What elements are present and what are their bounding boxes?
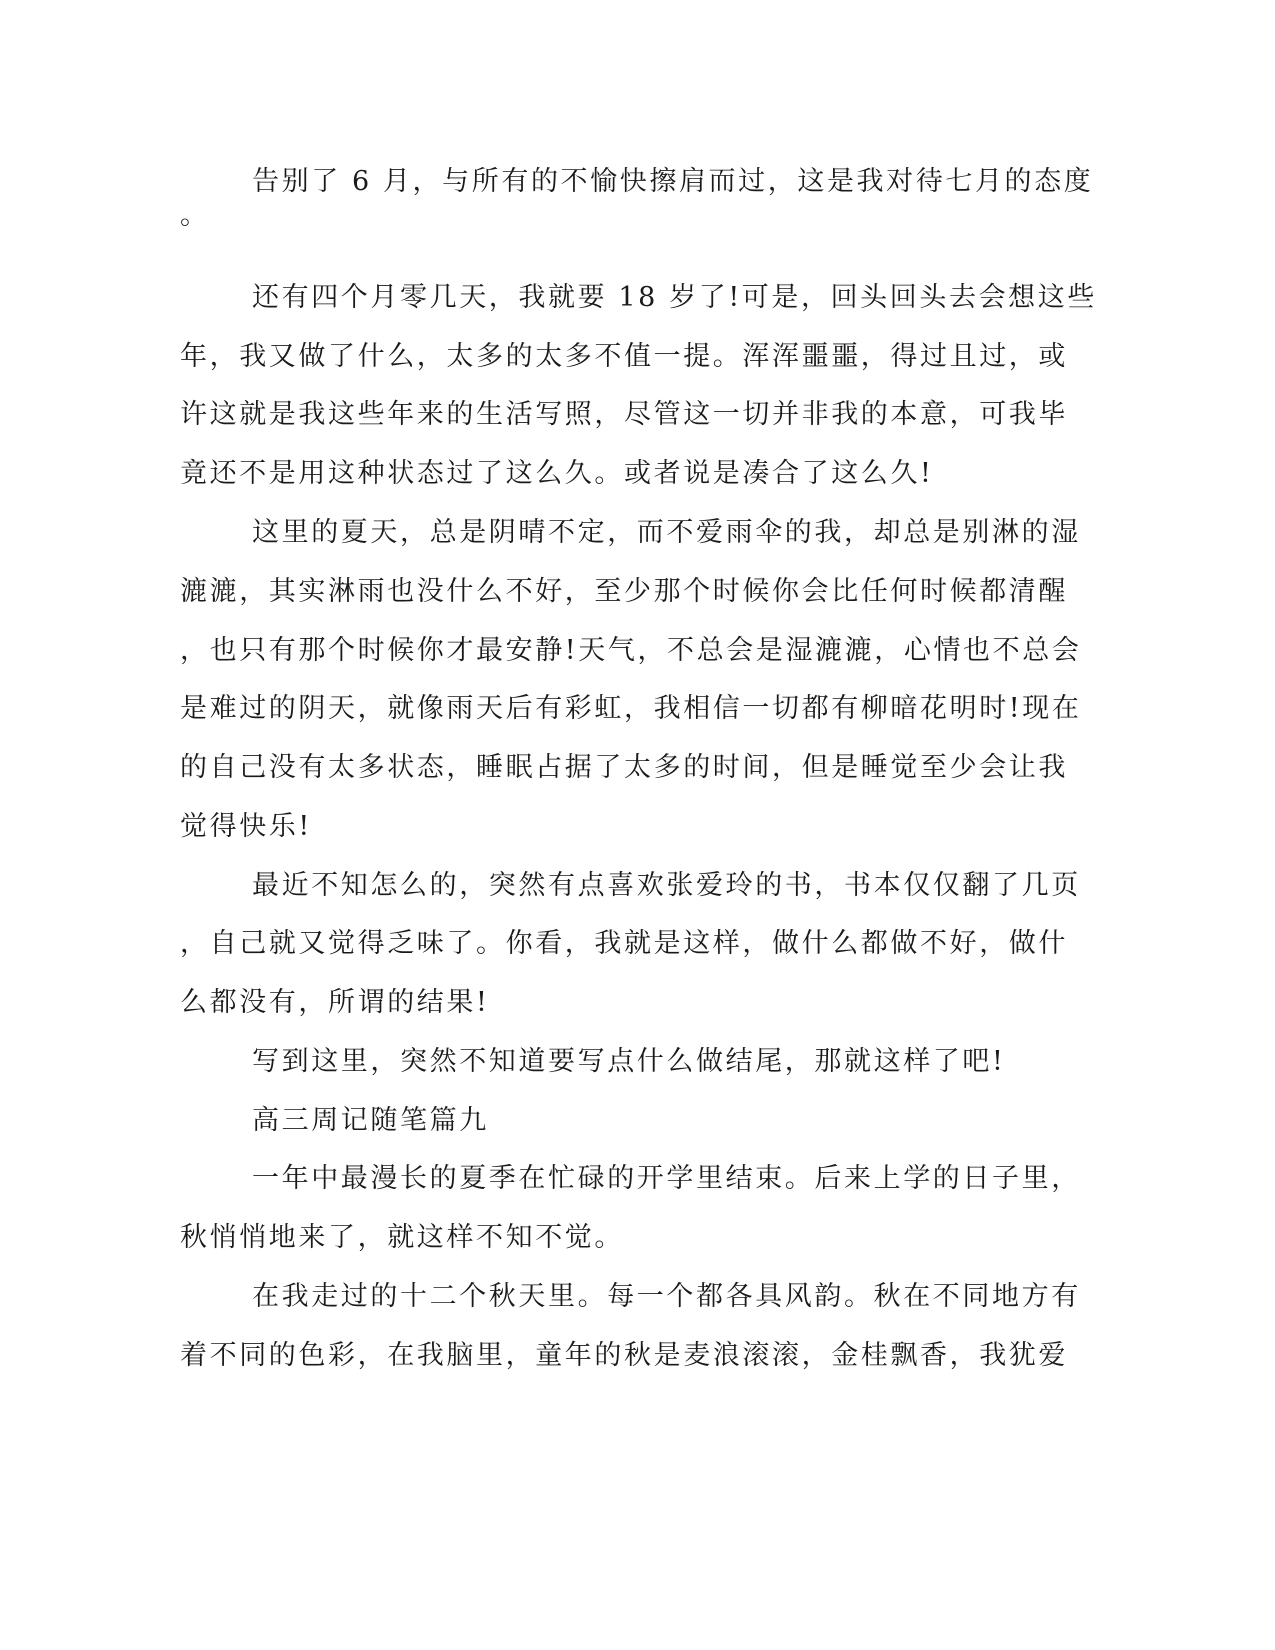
- text-line: 着不同的色彩，在我脑里，童年的秋是麦浪滚滚，金桂飘香，我犹爱: [180, 1340, 1068, 1371]
- text-line: 还有四个月零几天，我就要 18 岁了!可是，回头回头去会想这些: [252, 282, 1097, 313]
- text-line: 最近不知怎么的，突然有点喜欢张爱玲的书，书本仅仅翻了几页: [252, 870, 1081, 901]
- text-line: 是难过的阴天，就像雨天后有彩虹，我相信一切都有柳暗花明时!现在: [180, 693, 1082, 724]
- text-line: 么都没有，所谓的结果!: [180, 987, 490, 1018]
- text-line: 告别了 6 月，与所有的不愉快擦肩而过，这是我对待七月的态度: [252, 166, 1094, 197]
- text-line: 的自己没有太多状态，睡眠占据了太多的时间，但是睡觉至少会让我: [180, 752, 1068, 783]
- text-line: 年，我又做了什么，太多的太多不值一提。浑浑噩噩，得过且过，或: [180, 341, 1068, 372]
- section-heading: 高三周记随笔篇九: [252, 1105, 489, 1136]
- text-line: 觉得快乐!: [180, 811, 312, 842]
- text-line: 许这就是我这些年来的生活写照，尽管这一切并非我的本意，可我毕: [180, 399, 1068, 430]
- text-line: 漉漉，其实淋雨也没什么不好，至少那个时候你会比任何时候都清醒: [180, 576, 1068, 607]
- text-line: 写到这里，突然不知道要写点什么做结尾，那就这样了吧!: [252, 1046, 1006, 1077]
- text-line: 一年中最漫长的夏季在忙碌的开学里结束。后来上学的日子里，: [252, 1163, 1081, 1194]
- text-line: 竟还不是用这种状态过了这么久。或者说是凑合了这么久!: [180, 458, 934, 489]
- text-line: 这里的夏天，总是阴晴不定，而不爱雨伞的我，却总是别淋的湿: [252, 517, 1081, 548]
- text-line: 在我走过的十二个秋天里。每一个都各具风韵。秋在不同地方有: [252, 1281, 1081, 1312]
- text-line: ，自己就又觉得乏味了。你看，我就是这样，做什么都做不好，做什: [180, 928, 1068, 959]
- text-line: 。: [180, 200, 210, 231]
- text-line: 秋悄悄地来了，就这样不知不觉。: [180, 1222, 624, 1253]
- text-line: ，也只有那个时候你才最安静!天气，不总会是湿漉漉，心情也不总会: [180, 635, 1082, 666]
